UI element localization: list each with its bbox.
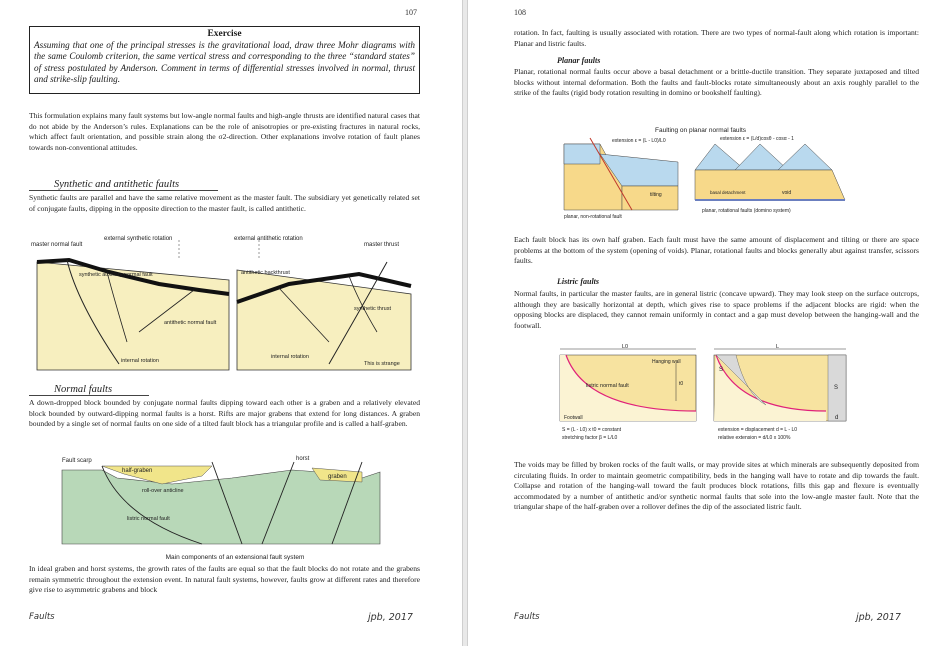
label-listric: listric normal fault bbox=[127, 516, 170, 522]
label-void: void bbox=[782, 190, 792, 196]
label-basal: basal detachment bbox=[710, 190, 746, 195]
label-footwall: Footwall bbox=[564, 415, 583, 421]
label-L: L bbox=[776, 344, 780, 350]
label-antithetic-backthrust: antithetic backthrust bbox=[241, 270, 290, 276]
label-listric-normal-fault: listric normal fault bbox=[586, 383, 629, 389]
label-internal-rotation-left: internal rotation bbox=[121, 358, 159, 364]
normal-faults-paragraph: A down-dropped block bounded by conjugate normal faults dipping toward each other is a graben and a relatively elevated block bounded by outward-dipping normal faults is a horst. Rifts are major grabens that extend for long distances. A graben bounded by a single set of normal faults on one side of a tilted fault block has a triangular profile and is called a half-graben. bbox=[29, 398, 420, 429]
caption-right-2: relative extension = d/L0 x 100% bbox=[718, 435, 791, 441]
label-extension-right: extension ε = (L/d)cosθ - cosα - 1 bbox=[720, 136, 794, 142]
fault-block-paragraph: Each fault block has its own half graben. Each fault must have the same amount of displacement and tilting or there are space problems at the bottom of the system (opening of voids). Planar, rotational faults and blocks generally abut against transfer, scissors faults. bbox=[514, 235, 919, 266]
closing-paragraph: In ideal graben and horst systems, the growth rates of the faults are equal so that the fault blocks do not rotate and the grabens remain symmetric throughout the extension event. In natural fault systems, however, faults grow at different rates and therefore give rise to asymmetric grabens and block bbox=[29, 564, 420, 595]
exercise-title: Exercise bbox=[207, 29, 242, 39]
synthetic-paragraph: Synthetic faults are parallel and have the same relative movement as the master fault. The subsidiary yet genetically related set of conjugate faults, dipping in the opposite direction to the master fault, is called antithetic. bbox=[29, 193, 420, 213]
label-antithetic-normal: antithetic normal fault bbox=[164, 320, 217, 326]
label-half-graben: half-graben bbox=[122, 468, 153, 474]
label-synthetic-auxiliary: synthetic auxiliary normal fault bbox=[79, 272, 153, 278]
label-fault-scarp: Fault scarp bbox=[62, 458, 92, 464]
listric-faults-heading: Listric faults bbox=[557, 277, 600, 286]
section-heading-normal: Normal faults bbox=[29, 384, 149, 396]
page-number: 108 bbox=[514, 8, 526, 17]
label-t0: t0 bbox=[679, 381, 684, 387]
footer-left: Faults bbox=[29, 612, 55, 622]
label-internal-rotation-right: internal rotation bbox=[271, 354, 309, 360]
label-master-normal-fault: master normal fault bbox=[31, 242, 83, 248]
figure2-caption: Main components of an extensional fault system bbox=[165, 554, 305, 561]
label-graben: graben bbox=[328, 474, 347, 480]
label-d: d bbox=[835, 415, 839, 421]
label-hanging-wall: Hanging wall bbox=[652, 359, 681, 365]
page-gutter bbox=[462, 0, 468, 646]
caption-left-2: stretching factor β = L/L0 bbox=[562, 435, 618, 441]
voids-paragraph: The voids may be filled by broken rocks of the fault walls, or may provide sites at which minerals are subsequently deposited from circulating fluids. In order to maintain geometric compatibility, beds in the hanging wall have to rotate and dip towards the fault. Collapse and rotation of the hanging-wall toward the fault produces block rotations, fills this gap and flexure is eventually accommodated by a number of antithetic and/or synthetic normal faults that sole into the low-angle master fault. Note that the triangular shape of the half-graben over a rollover defines the dip of the associated listric fault. bbox=[514, 460, 919, 512]
label-S-right: S bbox=[834, 385, 839, 391]
label-master-thrust: master thrust bbox=[364, 242, 400, 248]
listric-faults-paragraph: Normal faults, in particular the master faults, are in general listric (concave upward). They may look steep on the surface outcrops, although they are basically horizontal at depth, which gives rise to space problems if the adjacent blocks are rigid: when the opposing blocks are displaced, they cannot remain uniformly in contact and a gap must develop between the hanging-wall and the footwall. bbox=[514, 289, 919, 330]
label-external-synthetic: external synthetic rotation bbox=[104, 236, 173, 242]
label-external-antithetic: external antithetic rotation bbox=[234, 236, 303, 242]
synthetic-antithetic-figure bbox=[29, 232, 421, 372]
label-planar-non-rot: planar, non-rotational fault bbox=[564, 214, 622, 220]
label-synthetic-thrust: synthetic thrust bbox=[354, 306, 391, 312]
intro-paragraph: This formulation explains many fault systems but low-angle normal faults and high-angle thrusts are identified natural cases that do not abide by the Anderson’s rules. Explanations can be the role of anisotropies or pre-existing fractures in natural rocks, which affect fault orientation, and possible strain along the σ2-direction. Other explanations involve rotation of fault planes towards non-conventional attitudes. bbox=[29, 111, 420, 152]
footer-left: Faults bbox=[514, 612, 540, 622]
exercise-body: Assuming that one of the principal stresses is the gravitational load, draw three Mohr diagrams with the same Coulomb criterion, the same vertical stress and corresponding to the three “standard states” of stress postulated by Anderson. Comment in terms of differential stresses involved in normal, thrust and strike-slip faulting. bbox=[34, 40, 415, 85]
label-horst: horst bbox=[296, 456, 310, 462]
left-page bbox=[0, 0, 460, 646]
planar-faults-heading: Planar faults bbox=[557, 56, 601, 65]
label-this-is-strange: This is strange bbox=[364, 361, 400, 367]
planar-faults-figure bbox=[560, 124, 850, 220]
label-S-left: S bbox=[719, 367, 724, 373]
rotation-paragraph: rotation. In fact, faulting is usually associated with rotation. There are two types of normal-fault along which rotation is important: Planar and listric faults. bbox=[514, 28, 919, 48]
footer-right: jpb, 2017 bbox=[856, 612, 901, 623]
footer-right: jpb, 2017 bbox=[368, 612, 413, 623]
extensional-fault-figure bbox=[62, 448, 392, 550]
label-L0: L0 bbox=[622, 344, 629, 350]
figure3-title: Faulting on planar normal faults bbox=[655, 127, 747, 134]
exercise-box bbox=[29, 26, 420, 94]
planar-faults-paragraph: Planar, rotational normal faults occur above a basal detachment or a brittle-ductile transition. They separate juxtaposed and tilted blocks without internal deformation. Both the faults and fault-blocks rotate simultaneously about an axis roughly parallel to the strike of the faults (rigid body rotation resulting in domino or bookshelf faulting). bbox=[514, 67, 919, 98]
label-extension-left: extension ε = (L - L0)/L0 bbox=[612, 138, 666, 144]
caption-left-1: S = (L - L0) x t0 = constant bbox=[562, 427, 622, 433]
page-number: 107 bbox=[405, 8, 417, 17]
label-tilting: tilting bbox=[650, 192, 662, 198]
label-planar-rot: planar, rotational faults (domino system) bbox=[702, 208, 791, 214]
listric-faults-figure bbox=[556, 345, 856, 445]
label-rollover: roll-over anticline bbox=[142, 488, 184, 494]
section-heading-synthetic: Synthetic and antithetic faults bbox=[29, 179, 218, 191]
caption-right-1: extension = displacement d = L - L0 bbox=[718, 427, 798, 433]
right-page bbox=[470, 0, 935, 646]
